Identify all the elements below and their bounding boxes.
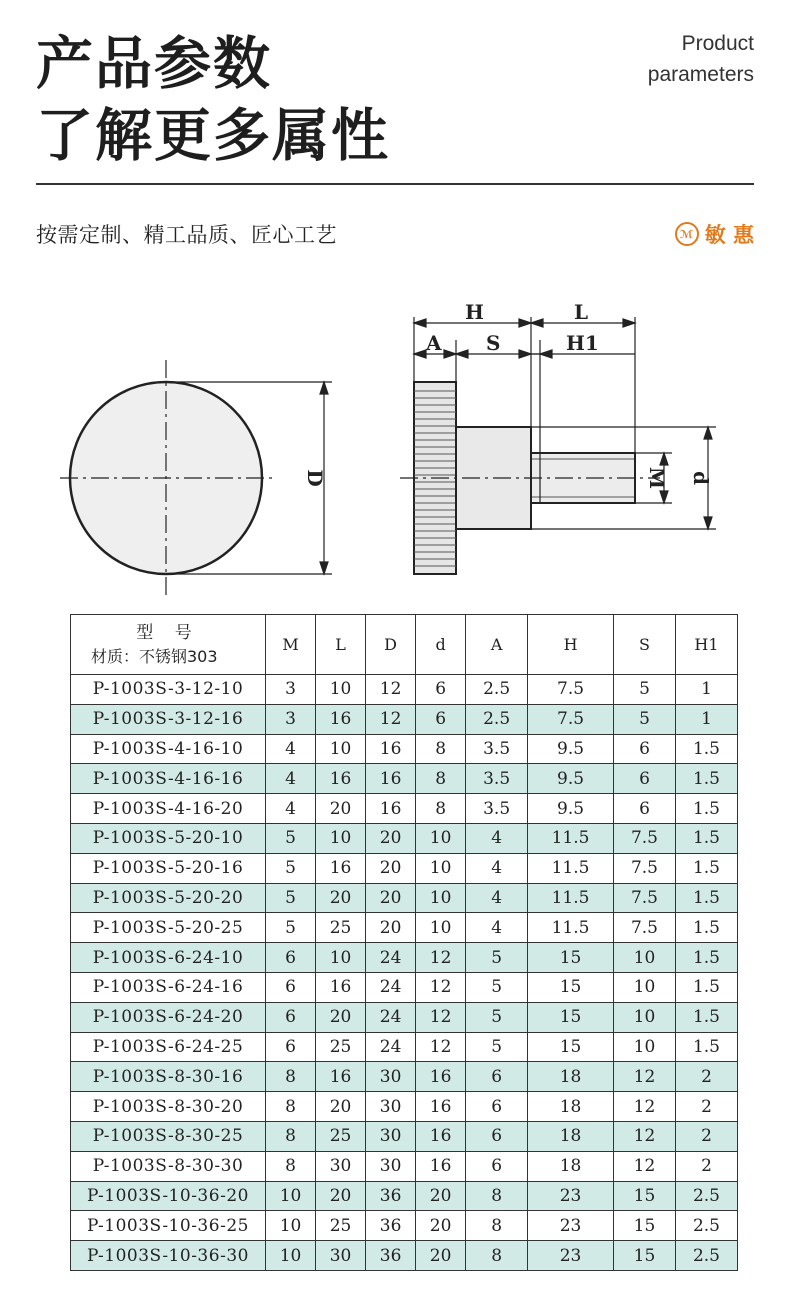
value-cell: 5 [613,704,675,734]
model-cell: P-1003S-10-36-30 [71,1241,266,1271]
value-cell: 7.5 [613,853,675,883]
label-A: A [426,331,442,355]
value-cell: 16 [316,853,366,883]
value-cell: 8 [416,764,466,794]
value-cell: 8 [416,734,466,764]
value-cell: 6 [266,943,316,973]
value-cell: 16 [316,972,366,1002]
label-d: d [689,471,713,485]
column-header-d: d [416,615,466,675]
value-cell: 1.5 [675,764,737,794]
value-cell: 8 [466,1211,528,1241]
title-line-2: 了解更多属性 [36,103,390,169]
table-row [71,1211,738,1241]
model-column-header [71,615,266,675]
value-cell: 11.5 [528,853,614,883]
table-row [71,1002,738,1032]
column-header-L: L [316,615,366,675]
value-cell: 8 [466,1181,528,1211]
model-cell: P-1003S-8-30-30 [71,1151,266,1181]
value-cell: 30 [366,1151,416,1181]
value-cell: 1.5 [675,943,737,973]
value-cell: 1.5 [675,853,737,883]
spec-table-body [71,675,738,1271]
value-cell: 1.5 [675,823,737,853]
value-cell: 18 [528,1151,614,1181]
value-cell: 3 [266,675,316,705]
value-cell: 2 [675,1062,737,1092]
value-cell: 12 [613,1062,675,1092]
value-cell: 12 [416,1002,466,1032]
value-cell: 3.5 [466,794,528,824]
value-cell: 2 [675,1121,737,1151]
value-cell: 10 [416,853,466,883]
value-cell: 1 [675,704,737,734]
column-header-H1: H1 [675,615,737,675]
table-row [71,1032,738,1062]
value-cell: 4 [466,823,528,853]
table-row [71,943,738,973]
value-cell: 10 [266,1241,316,1271]
value-cell: 20 [316,883,366,913]
value-cell: 15 [528,943,614,973]
value-cell: 7.5 [613,823,675,853]
model-cell: P-1003S-4-16-20 [71,794,266,824]
value-cell: 6 [266,1002,316,1032]
value-cell: 24 [366,1002,416,1032]
value-cell: 20 [416,1241,466,1271]
table-row [71,913,738,943]
table-row [71,972,738,1002]
value-cell: 2.5 [675,1241,737,1271]
value-cell: 16 [366,794,416,824]
value-cell: 16 [416,1062,466,1092]
value-cell: 16 [316,764,366,794]
label-D: D [303,469,327,487]
table-row [71,853,738,883]
value-cell: 8 [266,1121,316,1151]
value-cell: 4 [266,794,316,824]
value-cell: 1 [675,675,737,705]
value-cell: 9.5 [528,734,614,764]
model-cell: P-1003S-6-24-20 [71,1002,266,1032]
table-row [71,1181,738,1211]
value-cell: 12 [613,1092,675,1122]
value-cell: 30 [366,1092,416,1122]
value-cell: 10 [266,1211,316,1241]
label-H: H [465,300,484,324]
value-cell: 10 [316,943,366,973]
spec-table-header [71,615,738,675]
value-cell: 2 [675,1151,737,1181]
value-cell: 6 [266,1032,316,1062]
model-cell: P-1003S-8-30-16 [71,1062,266,1092]
value-cell: 2.5 [675,1211,737,1241]
value-cell: 1.5 [675,794,737,824]
subtitle-line-2: parameters [647,63,754,86]
value-cell: 36 [366,1241,416,1271]
value-cell: 12 [613,1151,675,1181]
brand-name: 敏 惠 [704,223,754,247]
table-row [71,883,738,913]
value-cell: 6 [613,794,675,824]
value-cell: 10 [316,823,366,853]
value-cell: 1.5 [675,1002,737,1032]
value-cell: 1.5 [675,734,737,764]
column-header-S: S [613,615,675,675]
value-cell: 6 [613,764,675,794]
value-cell: 20 [316,1002,366,1032]
value-cell: 15 [528,1002,614,1032]
column-header-D: D [366,615,416,675]
label-M: M [645,466,669,490]
value-cell: 3.5 [466,764,528,794]
value-cell: 5 [266,823,316,853]
value-cell: 20 [366,913,416,943]
table-row [71,823,738,853]
model-cell: P-1003S-10-36-20 [71,1181,266,1211]
value-cell: 2.5 [675,1181,737,1211]
tagline: 按需定制、精工品质、匠心工艺 [36,223,337,247]
value-cell: 7.5 [528,675,614,705]
value-cell: 20 [366,823,416,853]
value-cell: 2.5 [466,704,528,734]
value-cell: 10 [316,675,366,705]
value-cell: 12 [416,1032,466,1062]
value-cell: 23 [528,1241,614,1271]
value-cell: 16 [316,704,366,734]
value-cell: 2 [675,1092,737,1122]
model-cell: P-1003S-5-20-25 [71,913,266,943]
value-cell: 9.5 [528,764,614,794]
value-cell: 10 [416,883,466,913]
material-label: 材质：不锈钢303 [91,646,218,666]
value-cell: 20 [366,883,416,913]
table-row [71,1241,738,1271]
value-cell: 4 [266,734,316,764]
value-cell: 3 [266,704,316,734]
value-cell: 10 [266,1181,316,1211]
value-cell: 8 [266,1092,316,1122]
value-cell: 6 [466,1151,528,1181]
value-cell: 10 [613,972,675,1002]
value-cell: 6 [613,734,675,764]
value-cell: 20 [316,1092,366,1122]
label-L: L [574,300,589,324]
value-cell: 8 [416,794,466,824]
value-cell: 6 [416,704,466,734]
value-cell: 8 [266,1062,316,1092]
value-cell: 6 [466,1092,528,1122]
value-cell: 3.5 [466,734,528,764]
title-line-1: 产品参数 [36,31,272,97]
value-cell: 11.5 [528,883,614,913]
model-cell: P-1003S-8-30-20 [71,1092,266,1122]
value-cell: 6 [466,1062,528,1092]
value-cell: 10 [613,1032,675,1062]
value-cell: 20 [416,1211,466,1241]
value-cell: 16 [366,764,416,794]
value-cell: 10 [416,913,466,943]
value-cell: 30 [366,1121,416,1151]
value-cell: 10 [316,734,366,764]
value-cell: 25 [316,913,366,943]
table-row [71,1092,738,1122]
value-cell: 1.5 [675,972,737,1002]
value-cell: 7.5 [613,913,675,943]
value-cell: 12 [366,675,416,705]
value-cell: 18 [528,1121,614,1151]
technical-drawing [60,295,740,595]
value-cell: 24 [366,943,416,973]
value-cell: 25 [316,1211,366,1241]
table-row [71,1151,738,1181]
value-cell: 1.5 [675,1032,737,1062]
value-cell: 20 [366,853,416,883]
value-cell: 12 [416,972,466,1002]
table-row [71,1121,738,1151]
value-cell: 15 [613,1181,675,1211]
value-cell: 5 [266,883,316,913]
value-cell: 24 [366,972,416,1002]
value-cell: 7.5 [613,883,675,913]
model-cell: P-1003S-5-20-20 [71,883,266,913]
value-cell: 30 [316,1241,366,1271]
page-title [36,28,390,172]
subtitle-line-1: Product [681,32,754,55]
value-cell: 4 [466,883,528,913]
value-cell: 8 [266,1151,316,1181]
model-cell: P-1003S-4-16-10 [71,734,266,764]
value-cell: 30 [366,1062,416,1092]
table-row [71,704,738,734]
value-cell: 18 [528,1092,614,1122]
model-cell: P-1003S-3-12-10 [71,675,266,705]
value-cell: 20 [316,794,366,824]
value-cell: 6 [466,1121,528,1151]
page-subtitle [648,28,754,90]
technical-drawing-svg [60,295,740,595]
value-cell: 12 [366,704,416,734]
model-cell: P-1003S-5-20-10 [71,823,266,853]
value-cell: 5 [613,675,675,705]
value-cell: 5 [466,1032,528,1062]
value-cell: 5 [466,943,528,973]
value-cell: 12 [416,943,466,973]
column-header-M: M [266,615,316,675]
value-cell: 6 [266,972,316,1002]
value-cell: 30 [316,1151,366,1181]
value-cell: 11.5 [528,913,614,943]
header-divider [36,183,754,185]
value-cell: 20 [416,1181,466,1211]
value-cell: 9.5 [528,794,614,824]
model-cell: P-1003S-3-12-16 [71,704,266,734]
value-cell: 16 [366,734,416,764]
value-cell: 15 [613,1241,675,1271]
value-cell: 23 [528,1181,614,1211]
value-cell: 25 [316,1032,366,1062]
value-cell: 1.5 [675,913,737,943]
value-cell: 15 [613,1211,675,1241]
table-row [71,734,738,764]
model-cell: P-1003S-8-30-25 [71,1121,266,1151]
value-cell: 7.5 [528,704,614,734]
table-row [71,764,738,794]
value-cell: 5 [466,972,528,1002]
brand [675,219,754,249]
model-cell: P-1003S-4-16-16 [71,764,266,794]
value-cell: 1.5 [675,883,737,913]
model-cell: P-1003S-6-24-25 [71,1032,266,1062]
value-cell: 12 [613,1121,675,1151]
value-cell: 16 [316,1062,366,1092]
value-cell: 15 [528,972,614,1002]
minhui-logo-icon: ℳ [675,222,699,246]
value-cell: 10 [613,1002,675,1032]
model-cell: P-1003S-6-24-16 [71,972,266,1002]
model-cell: P-1003S-6-24-10 [71,943,266,973]
value-cell: 36 [366,1181,416,1211]
value-cell: 4 [466,913,528,943]
column-header-H: H [528,615,614,675]
value-cell: 4 [466,853,528,883]
label-H1: H1 [566,331,599,355]
table-row [71,794,738,824]
value-cell: 10 [613,943,675,973]
value-cell: 8 [466,1241,528,1271]
value-cell: 16 [416,1151,466,1181]
value-cell: 23 [528,1211,614,1241]
value-cell: 25 [316,1121,366,1151]
column-header-A: A [466,615,528,675]
value-cell: 16 [416,1121,466,1151]
value-cell: 11.5 [528,823,614,853]
value-cell: 10 [416,823,466,853]
value-cell: 36 [366,1211,416,1241]
value-cell: 20 [316,1181,366,1211]
table-row [71,1062,738,1092]
value-cell: 6 [416,675,466,705]
value-cell: 5 [266,853,316,883]
model-cell: P-1003S-10-36-25 [71,1211,266,1241]
value-cell: 4 [266,764,316,794]
value-cell: 5 [466,1002,528,1032]
value-cell: 5 [266,913,316,943]
value-cell: 16 [416,1092,466,1122]
value-cell: 15 [528,1032,614,1062]
spec-table [70,614,738,1271]
table-row [71,675,738,705]
model-header-label: 型 号 [136,622,200,643]
label-S: S [486,331,501,355]
value-cell: 2.5 [466,675,528,705]
value-cell: 18 [528,1062,614,1092]
value-cell: 24 [366,1032,416,1062]
model-cell: P-1003S-5-20-16 [71,853,266,883]
